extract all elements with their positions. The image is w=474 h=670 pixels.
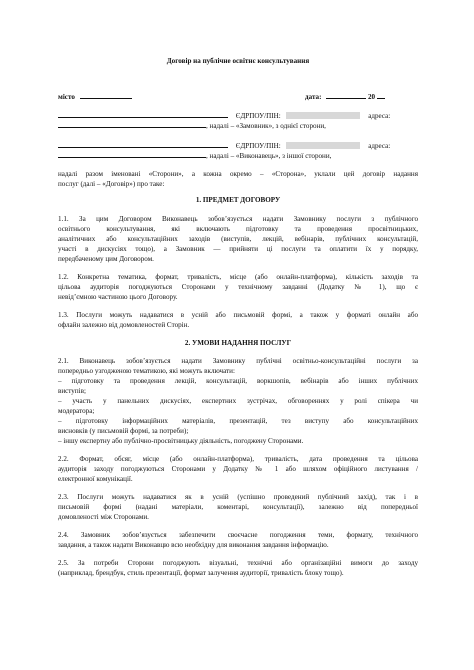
date-label: дата: (305, 93, 322, 101)
section1-heading: 1. ПРЕДМЕТ ДОГОВОРУ (195, 196, 281, 204)
s1-p1-line: аналітичних або консультаційних заходів (виступів, лекцій, вебінарів, публічних консультацій, (58, 235, 418, 243)
year-blank[interactable] (377, 91, 385, 99)
party1-role-text: , надалі – «Замовник», з однієї сторони, (206, 122, 326, 130)
s1-p1-line: участі в дискусіях тощо), а Замовник — прийняти ці послуги та оплатити їх у порядку, (58, 245, 418, 253)
party2-edrpou-label: ЄДРПОУ/ПІН: (235, 142, 281, 150)
party2-address-blank[interactable] (58, 150, 206, 158)
s1-p2-line: цільова аудиторія погоджуються Сторонами у технічному завданні (Додатку № 1), що є (58, 283, 418, 291)
party2-edrpou-blank[interactable] (286, 142, 360, 149)
s1-p1-line: 1.1. За цим Договором Виконавець зобов’язується надати Замовнику послуги з публічного (58, 215, 418, 223)
preamble-line: надалі разом іменовані «Сторони», а кожна окремо – «Сторона», уклали цей договір надання (58, 170, 418, 178)
party2-address-label: адреса: (368, 142, 391, 150)
party2-line2 (58, 150, 331, 161)
party1-line2 (58, 120, 326, 131)
s1-p1-line: освітнього консультування, які включають підготовку та проведення просвітницьких, (58, 225, 418, 233)
party1-edrpou-label: ЄДРПОУ/ПІН: (235, 112, 281, 120)
party1-name-blank[interactable] (58, 110, 228, 118)
s2-p1-line: висновків (у письмовій формі, за потреби); (58, 427, 189, 435)
s1-p3-line: 1.3. Послуги можуть надаватися в усній або письмовій формі, а також у форматі онлайн або (58, 311, 418, 319)
city-blank[interactable] (80, 91, 132, 99)
date-blank[interactable] (326, 91, 366, 99)
party2-role-text: , надалі – «Виконавець», з іншої сторони, (206, 152, 332, 160)
preamble-line: послуг (далі – «Договір») про таке: (58, 180, 165, 188)
party1-edrpou-blank[interactable] (286, 112, 360, 119)
s2-p2-line: електронної комунікації. (58, 475, 133, 483)
s1-p1-line: передбаченому цим Договором. (58, 255, 154, 263)
s2-p1-line: модератора; (58, 407, 95, 415)
s2-p3-line: письмовій формі (надані матеріали, коментарі, консультації), залежно від попередньої (58, 503, 418, 511)
s2-p5-line: (наприклад, брендбук, стиль презентації, формат залучення аудиторії, тривалість блоку тощо). (58, 569, 344, 577)
s1-p2-line: 1.2. Конкретна тематика, формат, тривалість, місце (або онлайн-платформа), кількість заходів та (58, 273, 418, 281)
s2-p1-line: попередньо узгодженою тематикою, які можуть включати: (58, 367, 235, 375)
party2-name-blank[interactable] (58, 140, 228, 148)
s2-p1-line: виступів; (58, 387, 86, 395)
s2-p2-line: аудиторія заходу погоджуються Сторонами у Додатку № 1 або шляхом офіційного листування / (58, 465, 418, 473)
s2-p3-line: домовленості між Сторонами. (58, 513, 149, 521)
s2-p4-line: 2.4. Замовник зобов’язується забезпечити своєчасне погодження теми, формату, технічного (58, 531, 418, 539)
city-label: місто (58, 93, 75, 101)
date-year: 20 (368, 93, 376, 101)
party1-address-blank[interactable] (58, 120, 206, 128)
section2-heading: 2. УМОВИ НАДАННЯ ПОСЛУГ (184, 339, 292, 347)
s2-p3-line: 2.3. Послуги можуть надаватися як в усній (успішно проведений публічний захід), так і в (58, 493, 418, 501)
s2-p1-line: – іншу експертну або публічно-просвітницьку діяльність, погоджену Сторонами. (58, 437, 304, 445)
s2-p4-line: завдання, а також надати Виконавцю всю необхідну для виконання завдання інформацію. (58, 541, 329, 549)
party1-address-label: адреса: (368, 112, 391, 120)
city-field (58, 91, 132, 102)
s2-p1-line: – участь у панельних дискусіях, експертних зустрічах, обговореннях у ролі спікера чи (58, 397, 418, 405)
document-title: Договір на публічне освітнє консультування (166, 57, 310, 65)
s2-p2-line: 2.2. Формат, обсяг, місце (або онлайн-платформа), тривалість, дата проведення та цільова (58, 455, 418, 463)
s2-p1-line: – підготовку інформаційних матеріалів, презентацій, тез виступу або консультаційних (58, 417, 418, 425)
s2-p1-line: – підготовку та проведення лекцій, консультацій, воркшопів, вебінарів або інших публічних (58, 377, 418, 385)
s1-p2-line: невід’ємною частиною цього Договору. (58, 293, 178, 301)
s2-p5-line: 2.5. За потреби Сторони погоджують візуальні, технічні або організаційні вимоги до заходу (58, 559, 418, 567)
date-field (305, 91, 385, 102)
s2-p1-line: 2.1. Виконавець зобов’язується надати Замовнику публічні освітньо-консультаційні послуги за (58, 357, 418, 365)
s1-p3-line: офлайн залежно від домовленостей Сторін. (58, 321, 190, 329)
